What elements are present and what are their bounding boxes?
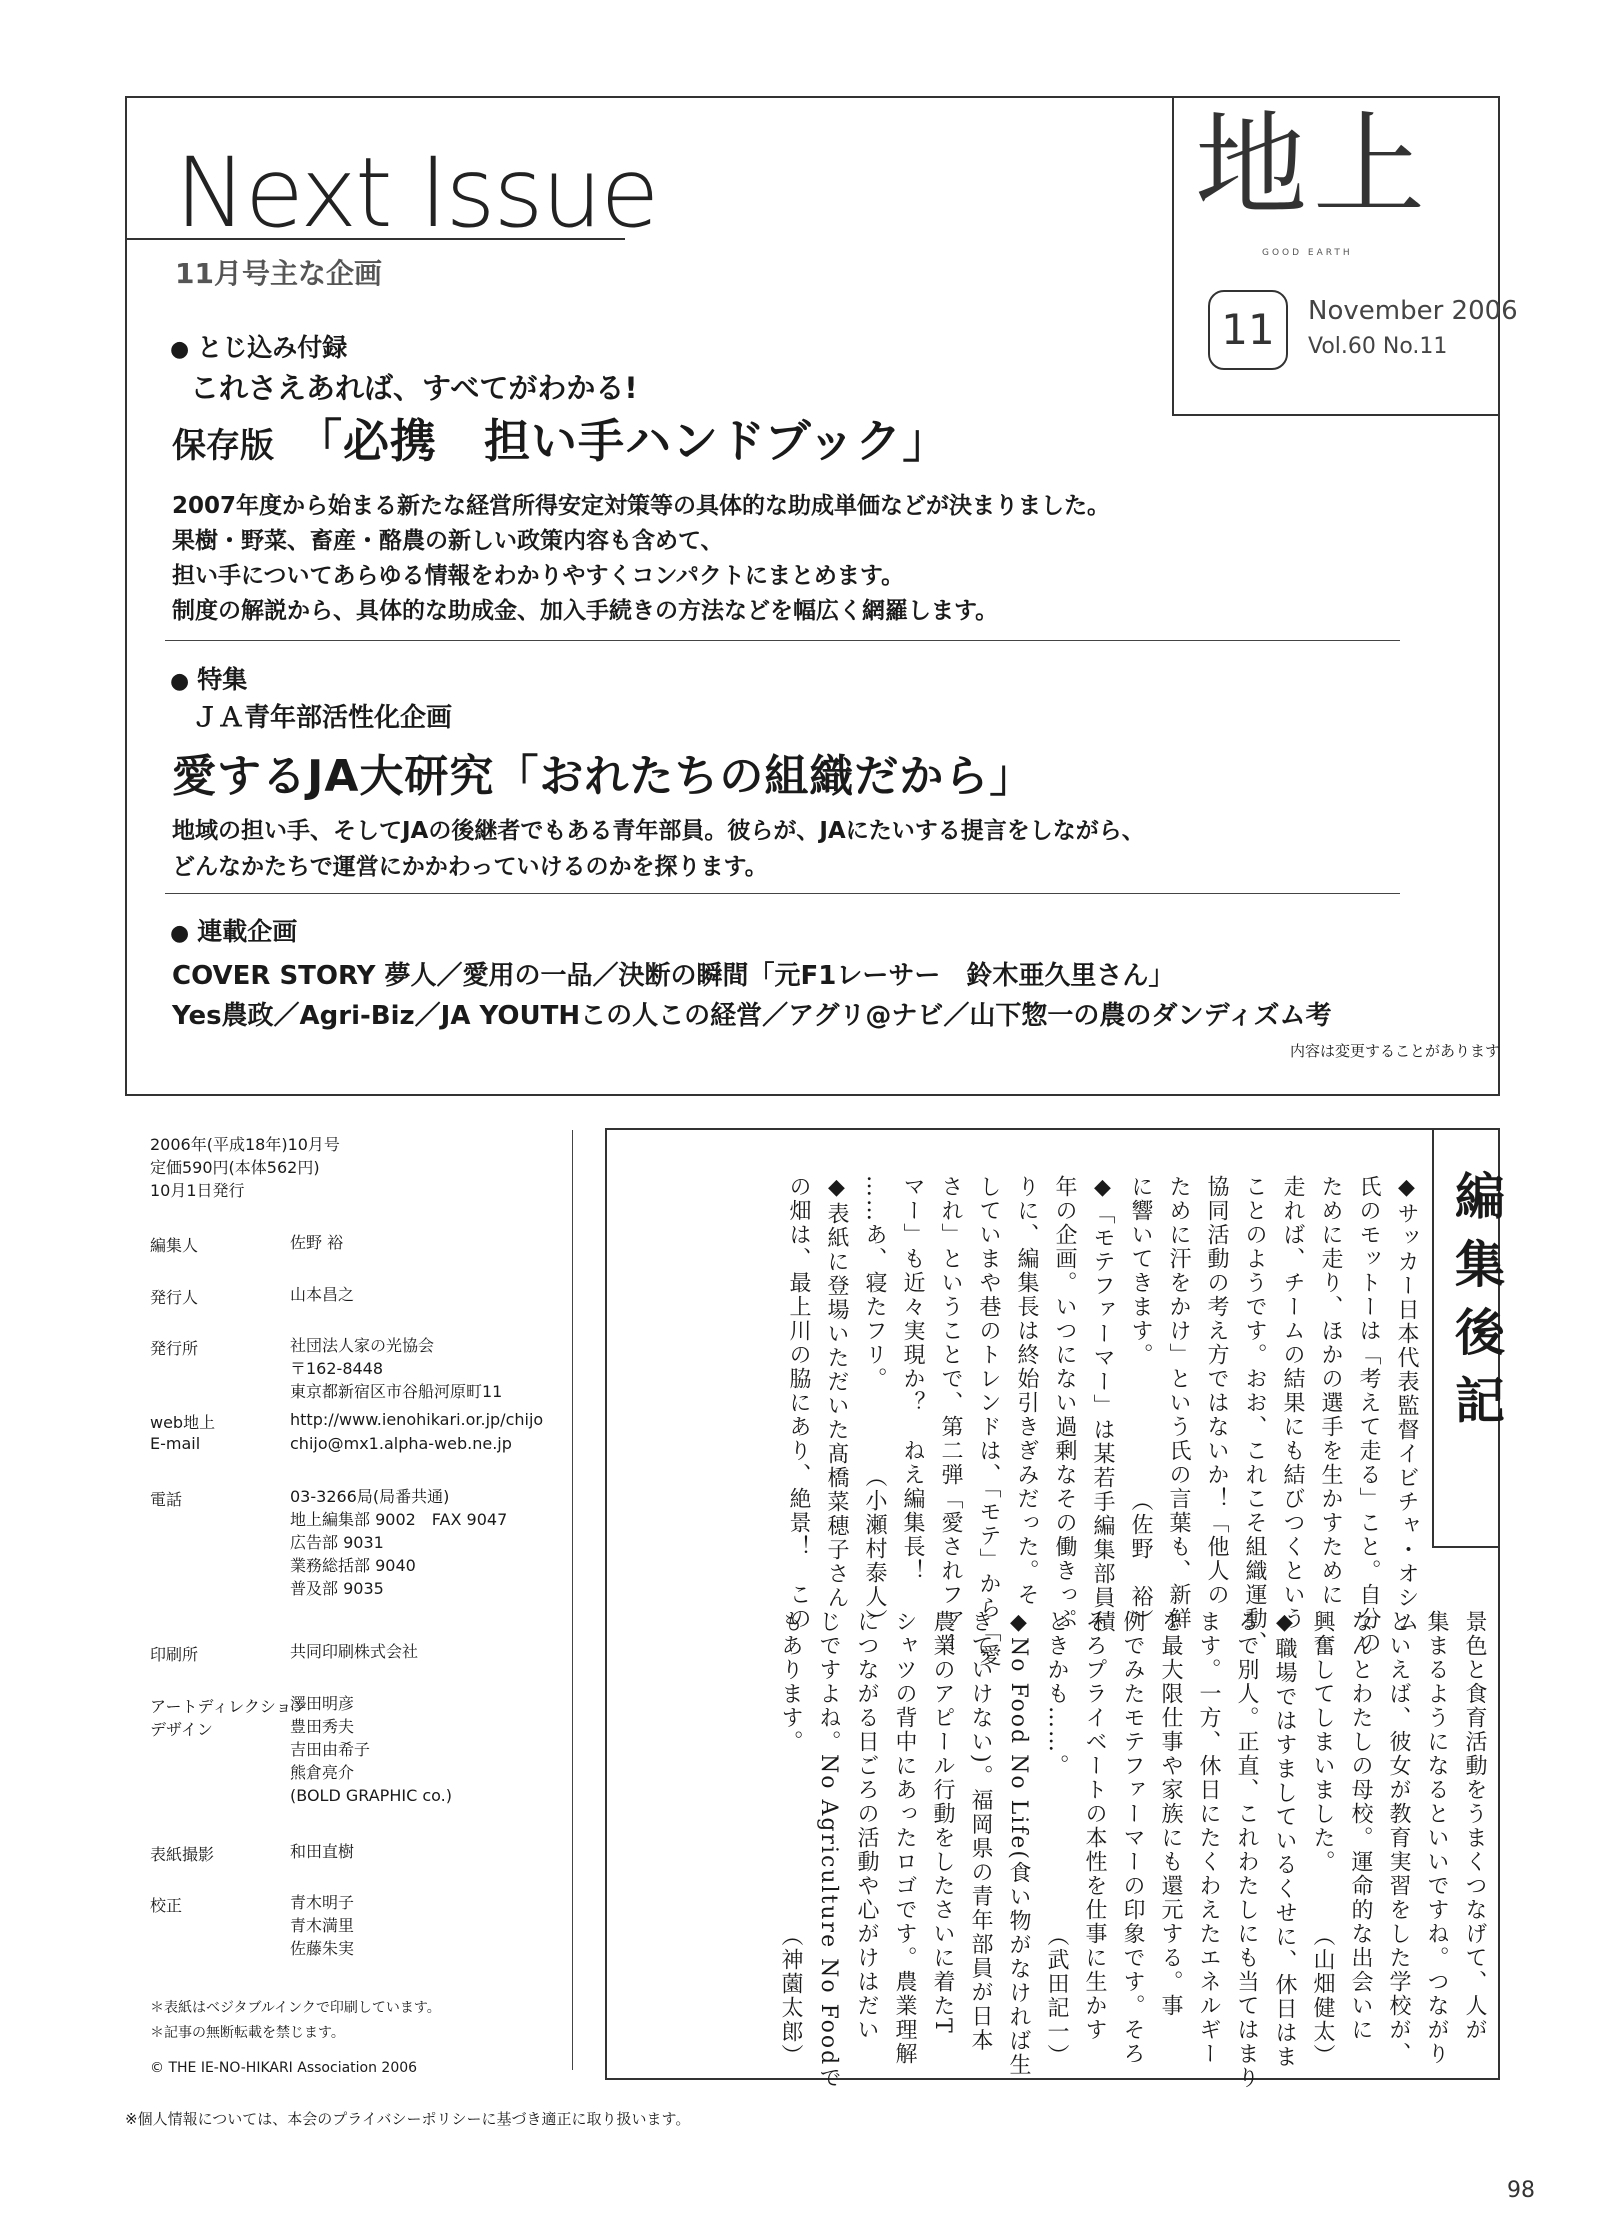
postscript-column: 協同活動の考え方ではないか！「他人の bbox=[1204, 1175, 1229, 1607]
postscript-column: ……あ、寝たフリ。 （小瀬村泰人） bbox=[862, 1175, 887, 1633]
postscript-column: マー」も近々実現か？ ねえ編集長！ bbox=[900, 1175, 925, 1583]
colophon-value: (BOLD GRAPHIC co.) bbox=[290, 1786, 452, 1805]
postscript-column: なんとわたしの母校。運命的な出会いに bbox=[1348, 1610, 1373, 2042]
postscript-column: ます。一方、休日にたくわえたエネルギー bbox=[1196, 1610, 1221, 2066]
postscript-column: そろプライベートの本性を仕事に生かす bbox=[1082, 1610, 1107, 2042]
issue-month: November 2006 bbox=[1308, 296, 1518, 326]
colophon-label: E-mail bbox=[150, 1434, 201, 1453]
colophon-value-group bbox=[290, 1715, 452, 1807]
postscript-column: といえば、彼女が教育実習をした学校が、 bbox=[1386, 1610, 1411, 2066]
footnote: ＊表紙はベジタブルインクで印刷しています。 bbox=[150, 2000, 441, 2016]
colophon-label: 印刷所 bbox=[150, 1645, 199, 1664]
privacy-note: ※個人情報については、本会のプライバシーポリシーに基づき適正に取り扱います。 bbox=[125, 2110, 691, 2128]
colophon-value-group bbox=[290, 1891, 354, 1960]
colophon-header-line: 定価590円(本体562円) bbox=[150, 1158, 320, 1177]
section1-line: 制度の解説から、具体的な助成金、加入手続きの方法などを幅広く網羅します。 bbox=[172, 598, 999, 624]
postscript-column: ◆職場ではすましているくせに、休日はま bbox=[1272, 1610, 1297, 2069]
postscript-column: の畑は、最上川の脇にあり、絶景！ この bbox=[786, 1175, 811, 1631]
section1-tagline: これさえあれば、すべてがわかる! bbox=[190, 371, 638, 405]
postscript-column: 氏のモットーは「考えて走る」こと。自分の bbox=[1356, 1175, 1381, 1655]
postscript-upper-block bbox=[779, 1175, 1425, 1668]
colophon-divider bbox=[572, 1130, 573, 2070]
series-line: COVER STORY 夢人／愛用の一品／決断の瞬間「元F1レーサー 鈴木亜久里さん」 bbox=[172, 961, 1175, 991]
colophon-value: 普及部 9035 bbox=[290, 1579, 384, 1598]
colophon-label: 発行所 bbox=[150, 1339, 199, 1358]
section1-line: 担い手についてあらゆる情報をわかりやすくコンパクトにまとめます。 bbox=[172, 563, 905, 589]
colophon-value: 豊田秀夫 bbox=[290, 1717, 355, 1736]
title-divider bbox=[125, 238, 625, 240]
colophon-value: 広告部 9031 bbox=[290, 1533, 384, 1552]
colophon-value: 佐野 裕 bbox=[290, 1233, 344, 1252]
colophon-value: 業務総括部 9040 bbox=[290, 1556, 416, 1575]
section1-prefix: 保存版 bbox=[172, 426, 274, 466]
colophon-footnotes bbox=[150, 1996, 441, 2046]
colophon-value-group bbox=[290, 1485, 507, 1600]
postscript-column: るで別人。正直、これわたしにも当てはまり bbox=[1234, 1610, 1259, 2090]
postscript-column: ◆表紙に登場いただいた髙橋菜穂子さん bbox=[824, 1175, 849, 1610]
postscript-column: していまや巷のトレンドは、「モテ」から「愛 bbox=[976, 1175, 1001, 1668]
colophon-label: 発行人 bbox=[150, 1288, 199, 1307]
section2-tagline: ＪＡ青年部活性化企画 bbox=[192, 703, 453, 733]
bullet-icon: ● bbox=[170, 337, 190, 362]
colophon-value: 青木明子 bbox=[290, 1893, 355, 1912]
section1-line: 果樹・野菜、畜産・酪農の新しい政策内容も含めて、 bbox=[172, 528, 724, 554]
issue-number-badge: 11 bbox=[1208, 290, 1288, 370]
website-url[interactable]: http://www.ienohikari.or.jp/chijo bbox=[290, 1410, 544, 1429]
postscript-column: に響いてきます。 （佐野 裕） bbox=[1128, 1175, 1153, 1633]
colophon-value: 澤田明彦 bbox=[290, 1694, 355, 1713]
postscript-column: 集まるようになるといいですね。つながり bbox=[1424, 1610, 1449, 2066]
copyright: © THE IE-NO-HIKARI Association 2006 bbox=[150, 2060, 418, 2076]
colophon-value: 地上編集部 9002 FAX 9047 bbox=[290, 1510, 508, 1529]
footnote: ＊記事の無断転載を禁じます。 bbox=[150, 2025, 345, 2041]
section2-headline: 愛するJA大研究「おれたちの組織だから」 bbox=[172, 751, 1035, 802]
colophon-label: アートディレクション bbox=[150, 1697, 308, 1716]
postscript-column: につながる日ごろの活動や心がけはだい bbox=[854, 1610, 879, 2042]
bullet-icon: ● bbox=[170, 669, 190, 694]
page-number: 98 bbox=[1507, 2178, 1535, 2203]
postscript-column: ために走り、ほかの選手を生かすために bbox=[1318, 1175, 1343, 1607]
postscript-column: 年の企画。いつにない過剰なその働きっぷ bbox=[1052, 1175, 1077, 1631]
section-head-series: ● 連載企画 bbox=[170, 917, 298, 946]
section1-headline: 「必携 担い手ハンドブック」 bbox=[296, 414, 950, 468]
postscript-column: シャツの背中にあったロゴです。農業理解 bbox=[892, 1610, 917, 2066]
colophon-value: 山本昌之 bbox=[290, 1285, 355, 1304]
colophon-value: 熊倉亮介 bbox=[290, 1763, 355, 1782]
postscript-column: りに、編集長は終始引きぎみだった。そ bbox=[1014, 1175, 1039, 1607]
postscript-column: きていけない)。福岡県の青年部員が日本 bbox=[968, 1610, 993, 2053]
colophon-header-line: 2006年(平成18年)10月号 bbox=[150, 1135, 340, 1154]
next-issue-subtitle: 11月号主な企画 bbox=[175, 257, 382, 290]
bullet-icon: ● bbox=[170, 921, 190, 946]
colophon-value: 社団法人家の光協会 bbox=[290, 1336, 435, 1355]
postscript-column: もあります。 （神薗太郎） bbox=[778, 1610, 803, 2068]
colophon-value: 共同印刷株式会社 bbox=[290, 1642, 419, 1661]
colophon-label: 電話 bbox=[150, 1490, 183, 1509]
colophon-label: デザイン bbox=[150, 1720, 213, 1739]
postscript-column: ことのようです。おお、これこそ組織運動、 bbox=[1242, 1175, 1267, 1655]
colophon-value: 佐藤朱実 bbox=[290, 1939, 355, 1958]
section-head-supplement: ● とじ込み付録 bbox=[170, 333, 348, 362]
next-issue-title: Next Issue bbox=[175, 137, 658, 249]
colophon-header bbox=[150, 1133, 340, 1202]
magazine-logo: 地上 bbox=[1195, 101, 1431, 231]
postscript-column: 例でみたモテファーマーの印象です。そろ bbox=[1120, 1610, 1145, 2066]
section-head-feature: ● 特集 bbox=[170, 665, 248, 694]
colophon-header-line: 10月1日発行 bbox=[150, 1181, 245, 1200]
colophon-value: 和田直樹 bbox=[290, 1842, 355, 1861]
postscript-column: 景色と食育活動をうまくつなげて、人が bbox=[1462, 1610, 1487, 2042]
change-notice: 内容は変更することがあります bbox=[1289, 1042, 1500, 1060]
colophon-value: 青木満里 bbox=[290, 1916, 355, 1935]
postscript-column: 走れば、チームの結果にも結びつくという bbox=[1280, 1175, 1305, 1631]
issue-volume: Vol.60 No.11 bbox=[1308, 334, 1448, 359]
postscript-column: 興奮してしまいました。 （山畑健太） bbox=[1310, 1610, 1335, 2068]
email-address[interactable]: chijo@mx1.alpha-web.ne.jp bbox=[290, 1434, 512, 1453]
postscript-column: ◆No Food No Life(食い物がなければ生 bbox=[1006, 1610, 1031, 2077]
postscript-column: 農業のアピール行動をしたさいに着たT bbox=[930, 1610, 955, 2035]
colophon-value: 吉田由希子 bbox=[290, 1740, 371, 1759]
postscript-lower-block bbox=[771, 1610, 1493, 2091]
section-divider bbox=[165, 640, 1400, 641]
postscript-column: ◆「モテファーマー」は某若手編集部員積 bbox=[1090, 1175, 1115, 1634]
colophon-label: 表紙撮影 bbox=[150, 1845, 215, 1864]
colophon-label: 校正 bbox=[150, 1896, 183, 1915]
postscript-column: ために汗をかけ」という氏の言葉も、新鮮 bbox=[1166, 1175, 1191, 1631]
section2-line: 地域の担い手、そしてJAの後継者でもある青年部員。彼らが、JAにたいする提言をしながら、 bbox=[172, 818, 1145, 844]
section2-line: どんなかたちで運営にかかわっていけるのかを探ります。 bbox=[172, 854, 768, 880]
section1-line: 2007年度から始まる新たな経営所得安定対策等の具体的な助成単価などが決まりました。 bbox=[172, 493, 1111, 519]
colophon-value: 東京都新宿区市谷船河原町11 bbox=[290, 1382, 503, 1401]
colophon-label: web地上 bbox=[150, 1413, 216, 1432]
postscript-title: 編集後記 bbox=[1447, 1170, 1505, 1442]
magazine-logo-subtitle: GOOD EARTH bbox=[1262, 248, 1353, 258]
colophon-value-group bbox=[290, 1334, 502, 1403]
postscript-column: を最大限仕事や家族にも還元する。事 bbox=[1158, 1610, 1183, 2018]
colophon-label: 編集人 bbox=[150, 1236, 199, 1255]
postscript-column: され」ということで、第二弾「愛されファー bbox=[938, 1175, 963, 1655]
postscript-column: ときかも……。 （武田記一） bbox=[1044, 1610, 1069, 2068]
colophon-value: 〒162-8448 bbox=[290, 1359, 384, 1378]
series-line: Yes農政／Agri-Biz／JA YOUTHこの人この経営／アグリ@ナビ／山下惣一の農のダンディズム考 bbox=[172, 1001, 1332, 1031]
postscript-column: じですよね。No Agriculture No Foodで bbox=[816, 1610, 841, 2091]
postscript-column: ◆サッカー日本代表監督イビチャ・オシム bbox=[1394, 1175, 1419, 1634]
colophon-value: 03-3266局(局番共通) bbox=[290, 1487, 450, 1506]
section-divider bbox=[165, 893, 1400, 894]
